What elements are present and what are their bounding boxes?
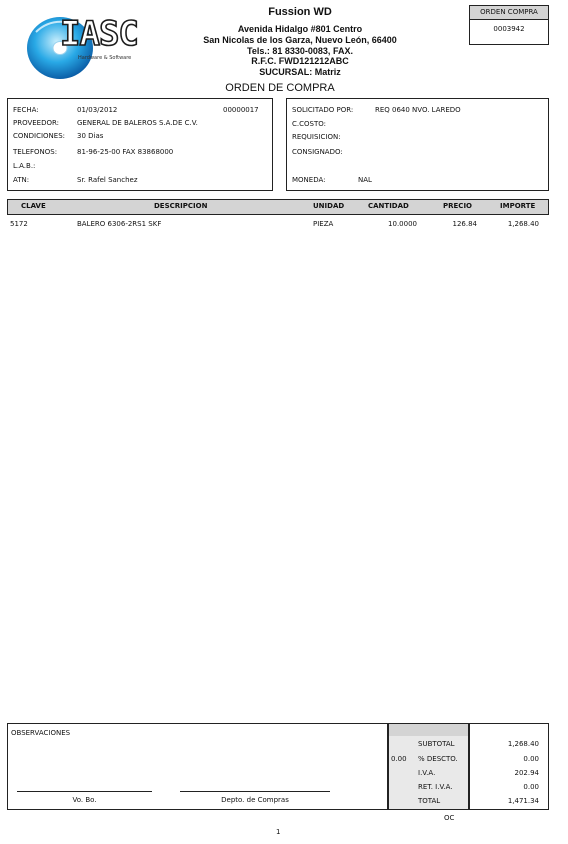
folio-value: 00000017 bbox=[223, 106, 259, 114]
order-number-box bbox=[469, 5, 549, 45]
moneda-value: NAL bbox=[358, 176, 372, 184]
fecha-label: FECHA: bbox=[13, 106, 39, 114]
cell-descripcion: BALERO 6306-2RS1 SKF bbox=[77, 220, 162, 228]
fecha-value: 01/03/2012 bbox=[77, 106, 118, 114]
atn-label: ATN: bbox=[13, 176, 30, 184]
proveedor-label: PROVEEDOR: bbox=[13, 119, 60, 127]
logo-tagline: Hardware & Software bbox=[78, 55, 132, 61]
cell-cantidad: 10.0000 bbox=[388, 220, 417, 228]
signature-line-vobo bbox=[17, 791, 152, 792]
telefonos-value: 81-96-25-00 FAX 83868000 bbox=[77, 148, 174, 156]
company-address-1: Avenida Hidalgo #801 Centro bbox=[237, 24, 363, 34]
order-number-label: ORDEN COMPRA bbox=[470, 6, 548, 20]
consignado-label: CONSIGNADO: bbox=[292, 148, 343, 156]
lab-label: L.A.B.: bbox=[13, 162, 36, 170]
subtotal-value: 1,268.40 bbox=[507, 740, 539, 748]
order-number-value: 0003942 bbox=[493, 25, 525, 33]
cell-clave: 5172 bbox=[10, 220, 28, 228]
iva-value: 202.94 bbox=[514, 769, 539, 777]
signature-line-compras bbox=[180, 791, 330, 792]
requisicion-label: REQUISICION: bbox=[292, 133, 341, 141]
condiciones-value: 30 Dias bbox=[77, 132, 104, 140]
col-header-importe: IMPORTE bbox=[500, 202, 536, 210]
logo-text: IASC bbox=[60, 14, 138, 54]
cell-unidad: PIEZA bbox=[313, 220, 334, 228]
totals-header-strip bbox=[389, 724, 468, 736]
descto-pct: 0.00 bbox=[391, 755, 407, 763]
solicitado-label: SOLICITADO POR: bbox=[292, 106, 354, 114]
iva-label: I.V.A. bbox=[418, 769, 436, 777]
company-phone: Tels.: 81 8330-0083, FAX. bbox=[247, 46, 353, 56]
col-header-descripcion: DESCRIPCION bbox=[154, 202, 208, 210]
oc-label: OC bbox=[444, 814, 455, 822]
vobo-label: Vo. Bo. bbox=[72, 796, 97, 804]
page-number: 1 bbox=[276, 828, 281, 836]
company-name: Fussion WD bbox=[268, 6, 332, 18]
telefonos-label: TELEFONOS: bbox=[13, 148, 58, 156]
subtotal-label: SUBTOTAL bbox=[418, 740, 455, 748]
col-header-clave: CLAVE bbox=[21, 202, 46, 210]
ret-iva-label: RET. I.V.A. bbox=[418, 783, 453, 791]
total-value: 1,471.34 bbox=[507, 797, 539, 805]
descto-label: % DESCTO. bbox=[418, 755, 458, 763]
company-branch: SUCURSAL: Matriz bbox=[259, 67, 341, 77]
col-header-unidad: UNIDAD bbox=[313, 202, 345, 210]
solicitado-value: REQ 0640 NVO. LAREDO bbox=[375, 106, 461, 114]
ccosto-label: C.COSTO: bbox=[292, 120, 326, 128]
company-logo bbox=[24, 10, 138, 82]
col-header-precio: PRECIO bbox=[443, 202, 472, 210]
document-title: ORDEN DE COMPRA bbox=[225, 82, 335, 94]
cell-importe: 1,268.40 bbox=[507, 220, 539, 228]
cell-precio: 126.84 bbox=[452, 220, 477, 228]
ret-iva-value: 0.00 bbox=[523, 783, 539, 791]
proveedor-value: GENERAL DE BALEROS S.A.DE C.V. bbox=[77, 119, 198, 127]
company-address-2: San Nicolas de los Garza, Nuevo León, 66400 bbox=[203, 35, 397, 45]
atn-value: Sr. Rafel Sanchez bbox=[77, 176, 138, 184]
observations-label: OBSERVACIONES bbox=[11, 729, 71, 737]
col-header-cantidad: CANTIDAD bbox=[368, 202, 409, 210]
total-label: TOTAL bbox=[418, 797, 441, 805]
condiciones-label: CONDICIONES: bbox=[13, 132, 66, 140]
moneda-label: MONEDA: bbox=[292, 176, 326, 184]
descto-value: 0.00 bbox=[523, 755, 539, 763]
depto-compras-label: Depto. de Compras bbox=[221, 796, 289, 804]
table-row bbox=[7, 219, 549, 230]
company-rfc: R.F.C. FWD121212ABC bbox=[251, 56, 349, 66]
